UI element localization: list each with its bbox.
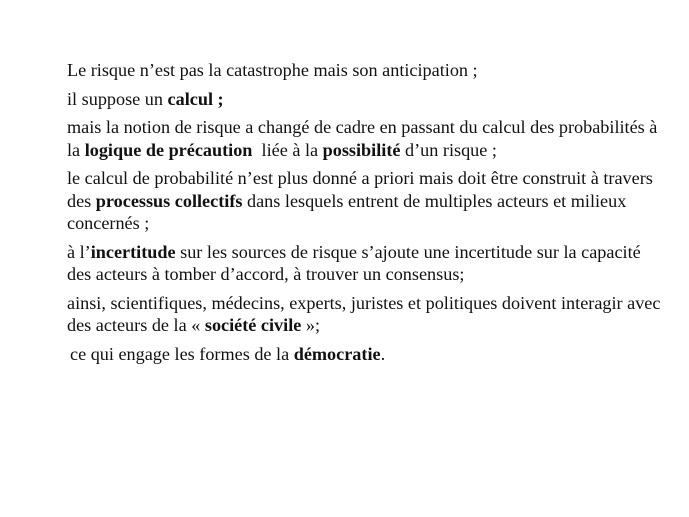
paragraph-uncertainty [67,241,667,286]
text-run: à l’ [67,241,91,262]
paragraph-civil-society [67,292,667,337]
bold-term-democratie: démocratie [293,343,381,364]
paragraph-risk-definition [67,59,667,82]
text-run: d’un risque ; [400,139,497,160]
slide-body-text [67,59,667,371]
text-run: »; [301,315,321,335]
text-run: liée à la [252,139,323,160]
text-run: ainsi, scientifiques, médecins, experts, juristes et politiques doivent interagir avec des acteurs de la « [67,292,661,335]
text-run: dans lesquels entrent de multiples acteurs et milieux concernés ; [67,190,627,233]
text-run: le calcul de probabilité n’est plus donné a priori mais doit être construit à travers des [67,168,653,211]
bold-term-incertitude: incertitude [90,241,176,262]
text-run: mais la notion de risque a changé de cadre en passant du calcul des probabilités à la [67,117,658,160]
bold-term-processus-collectifs: processus collectifs [95,190,243,211]
text-run: Le risque n’est pas la catastrophe mais son anticipation ; [67,60,478,80]
paragraph-democracy [67,343,667,366]
paragraph-precaution [67,116,667,161]
paragraph-calculation [67,88,667,111]
bold-term-societe-civile: société civile [204,315,302,335]
text-run: . [380,343,386,364]
bold-term-possibilite: possibilité [322,139,401,160]
bold-term-logique-de-precaution: logique de précaution [84,139,253,160]
text-run: il suppose un [67,88,168,109]
text-run: sur les sources de risque s’ajoute une incertitude sur la capacité des acteurs à tomber d’accord, à trouver un consensus; [67,241,641,284]
bold-term-calcul: calcul ; [167,88,224,109]
text-run: ce qui engage les formes de la [70,343,294,364]
paragraph-collective-process [67,167,667,235]
